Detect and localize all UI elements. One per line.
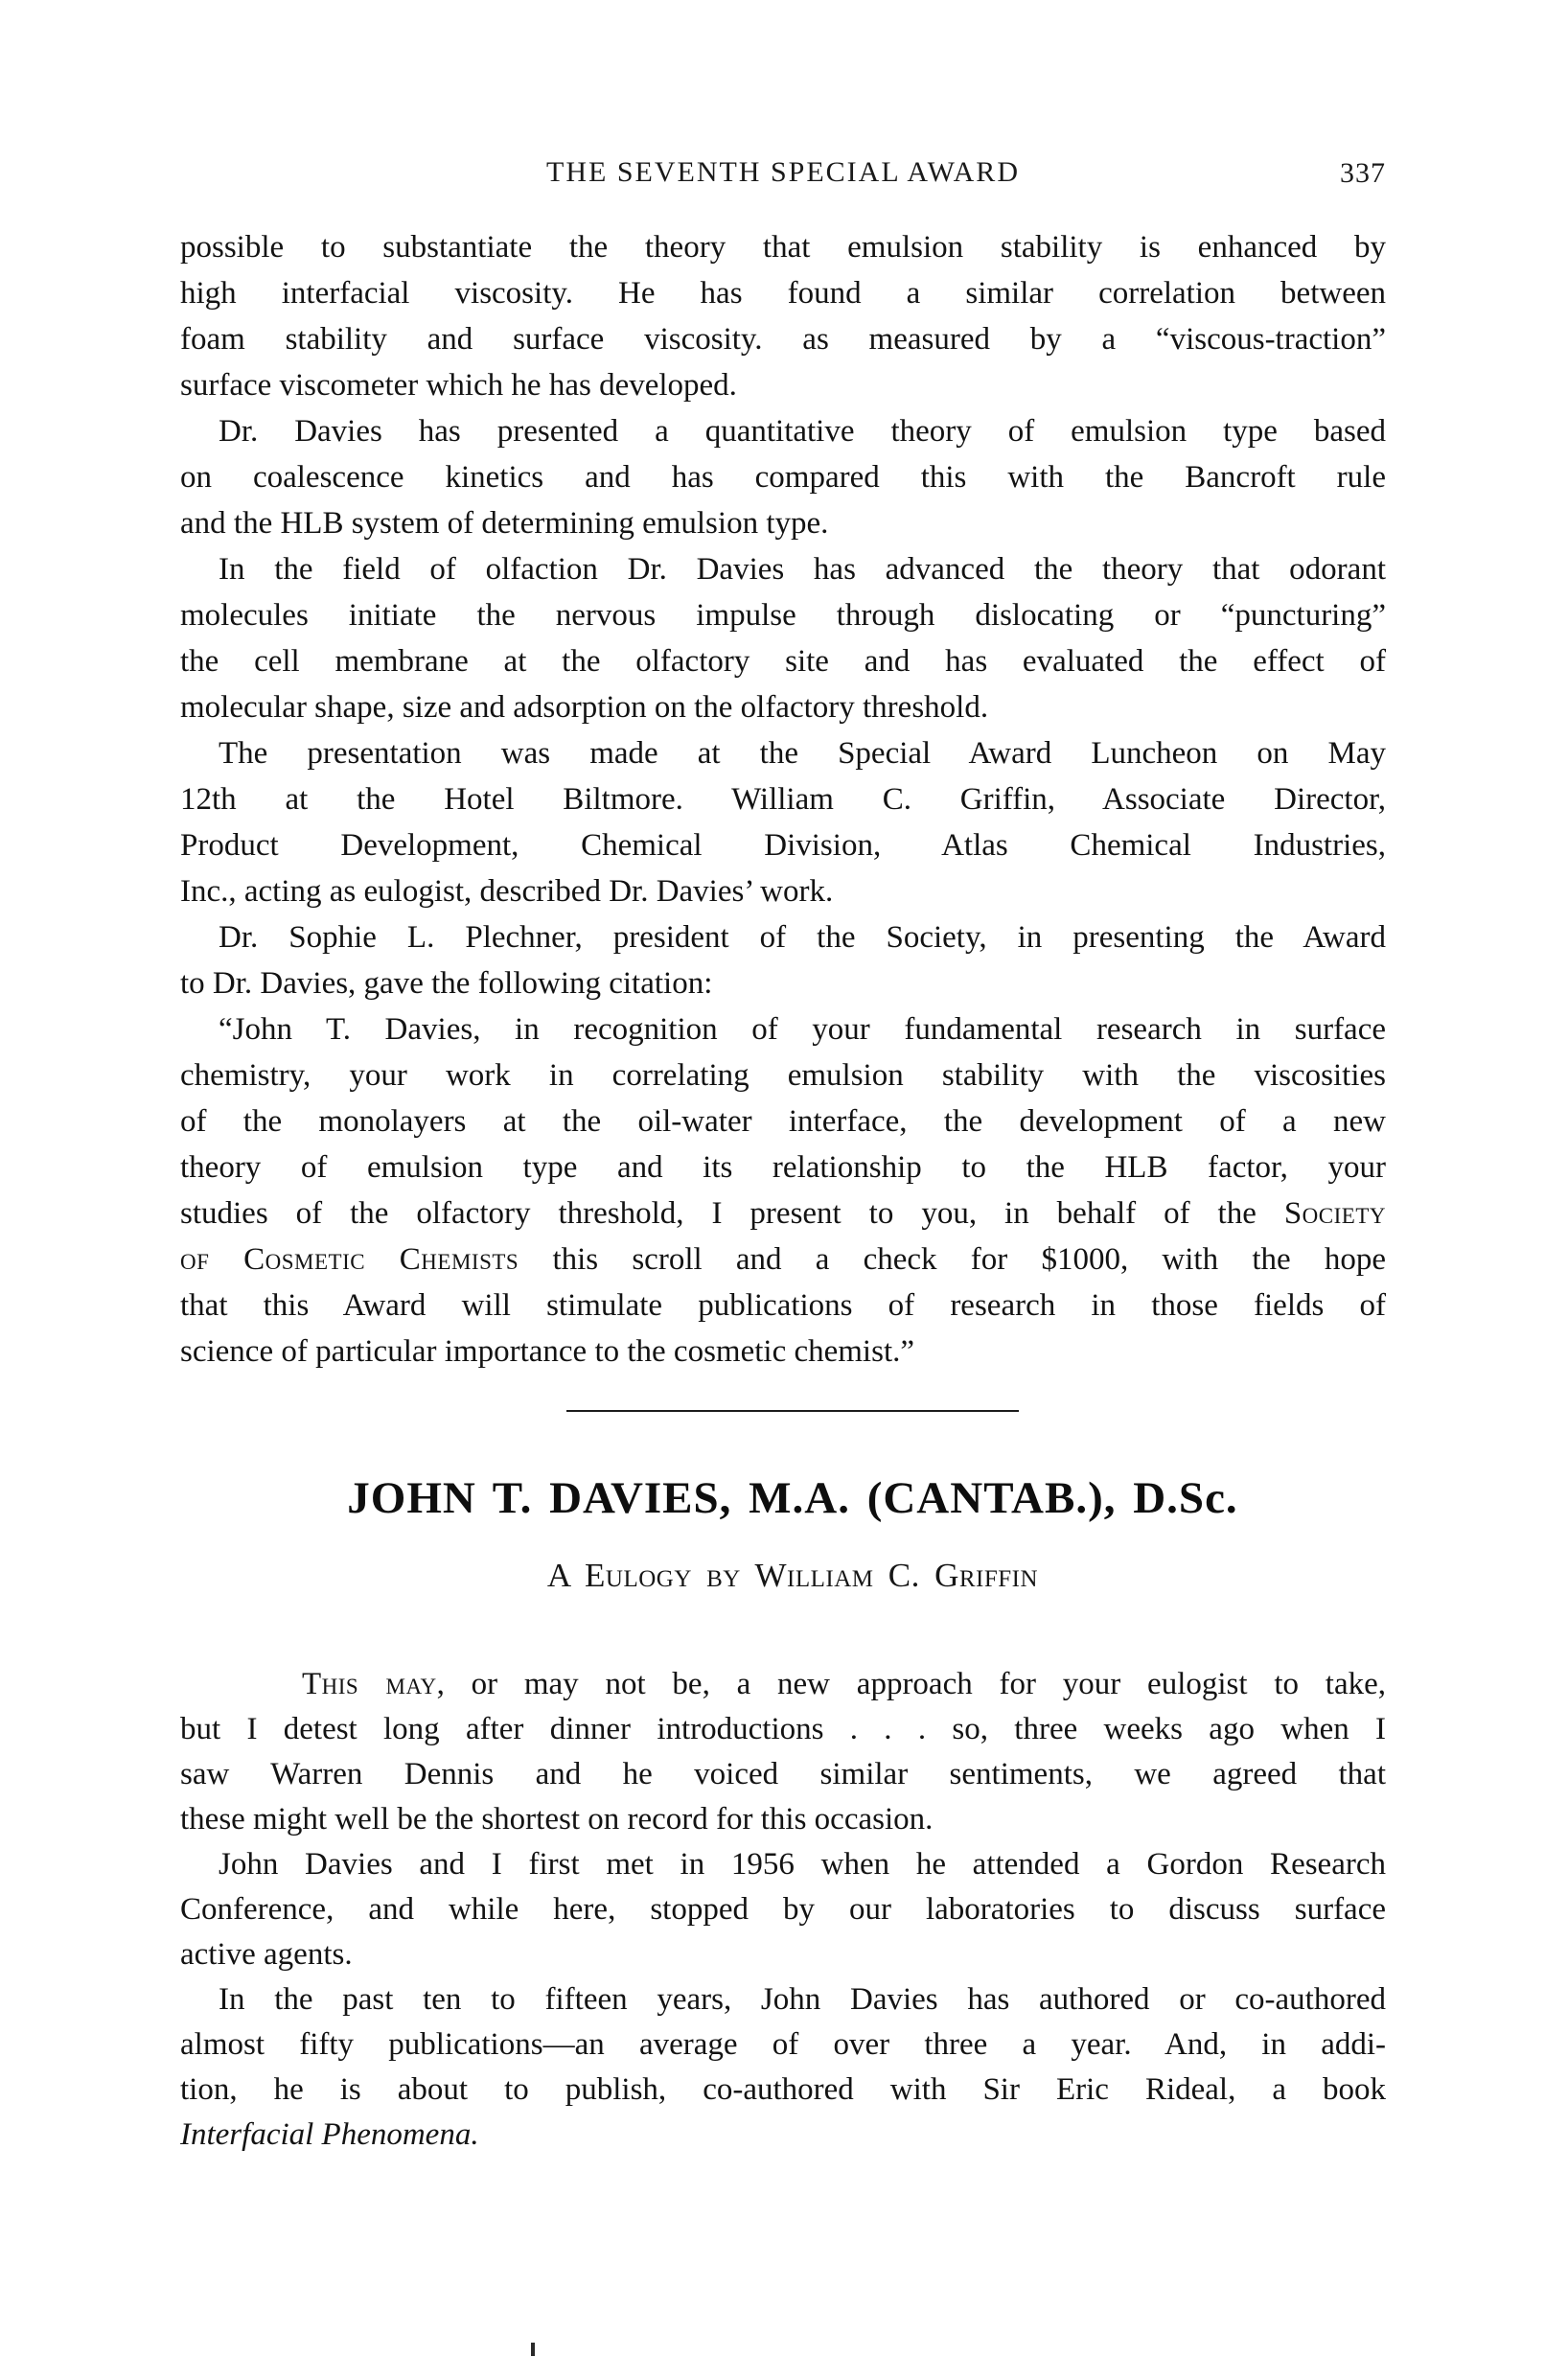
text-line — [180, 776, 1386, 822]
text-line — [180, 270, 1386, 316]
text-segment: Conference, and while here, stopped by our laboratories to discuss surface — [180, 1892, 1386, 1927]
text-segment-italic: Interfacial Phenomena. — [180, 2117, 479, 2152]
text-segment: molecular shape, size and adsorption on the olfactory threshold. — [180, 690, 989, 725]
text-line — [180, 822, 1386, 868]
text-line — [180, 1006, 1386, 1052]
paragraph — [180, 408, 1386, 546]
text-segment: high interfacial viscosity. He has found a similar correlation between — [180, 276, 1386, 311]
text-segment: In the field of olfaction Dr. Davies has advanced the theory that odorant — [219, 552, 1386, 587]
text-segment: possible to substantiate the theory that emulsion stability is enhanced by — [180, 230, 1386, 265]
text-segment: Dr. Sophie L. Plechner, president of the Society, in presenting the Award — [219, 920, 1386, 955]
text-segment: active agents. — [180, 1937, 353, 1972]
text-segment: science of particular importance to the cosmetic chemist.” — [180, 1334, 915, 1369]
text-line — [180, 592, 1386, 638]
text-line — [180, 1329, 1386, 1375]
text-segment: Product Development, Chemical Division, Atlas Chemical Industries, — [180, 828, 1386, 863]
paragraph — [180, 730, 1386, 914]
paragraph — [180, 1662, 1386, 1842]
text-line — [180, 1752, 1386, 1797]
text-segment: these might well be the shortest on record for this occasion. — [180, 1802, 934, 1837]
text-line — [180, 362, 1386, 408]
text-segment: 12th at the Hotel Biltmore. William C. Griffin, Associate Director, — [180, 782, 1386, 817]
paragraph — [180, 1977, 1386, 2158]
text-line — [180, 1052, 1386, 1098]
text-segment: surface viscometer which he has developed. — [180, 368, 737, 403]
text-line — [180, 684, 1386, 730]
text-segment: Inc., acting as eulogist, described Dr. Davies’ work. — [180, 874, 834, 909]
text-line — [180, 2113, 1386, 2158]
text-segment: Dr. Davies has presented a quantitative theory of emulsion type based — [219, 414, 1386, 449]
text-segment: of the monolayers at the oil-water interface, the development of a new — [180, 1104, 1386, 1139]
text-segment: and the HLB system of determining emulsion type. — [180, 506, 829, 541]
text-line — [180, 1662, 1386, 1707]
paragraph — [180, 1842, 1386, 1977]
paragraph — [180, 914, 1386, 1006]
page-number: 337 — [1340, 157, 1386, 189]
text-segment: John Davies and I first met in 1956 when he attended a Gordon Research — [219, 1847, 1386, 1882]
text-line — [180, 1236, 1386, 1282]
text-segment: that this Award will stimulate publications of research in those fields of — [180, 1288, 1386, 1323]
text-line — [180, 1977, 1386, 2022]
text-segment: this scroll and a check for $1000, with the hope — [519, 1242, 1386, 1277]
text-segment: molecules initiate the nervous impulse through dislocating or “puncturing” — [180, 598, 1386, 633]
text-line — [180, 914, 1386, 960]
text-line — [180, 2068, 1386, 2113]
scan-artifact-tick — [531, 2343, 535, 2356]
section-divider — [566, 1410, 1019, 1412]
paragraph — [180, 546, 1386, 730]
text-line — [180, 224, 1386, 270]
eulogy-subtitle — [190, 1557, 1395, 1595]
text-line — [180, 1707, 1386, 1752]
award-article-body — [180, 224, 1386, 1375]
paragraph — [180, 224, 1386, 408]
text-segment: “John T. Davies, in recognition of your fundamental research in surface — [219, 1012, 1386, 1047]
text-segment: but I detest long after dinner introductions . . . so, three weeks ago when I — [180, 1712, 1386, 1746]
text-segment-smallcaps: A Eulogy by William C. Griffin — [546, 1557, 1039, 1594]
running-head — [180, 156, 1386, 189]
text-segment: saw Warren Dennis and he voiced similar sentiments, we agreed that — [180, 1757, 1386, 1791]
text-line — [180, 1144, 1386, 1190]
text-line — [180, 316, 1386, 362]
text-segment-smallcaps: Society — [1283, 1196, 1386, 1231]
text-line — [180, 638, 1386, 684]
text-segment: tion, he is about to publish, co-authored with Sir Eric Rideal, a book — [180, 2072, 1386, 2107]
text-segment: the cell membrane at the olfactory site and has evaluated the effect of — [180, 644, 1386, 679]
text-segment-smallcaps: This may — [302, 1667, 437, 1701]
text-line — [180, 868, 1386, 914]
text-line — [180, 454, 1386, 500]
text-segment: , or may not be, a new approach for your eulogist to take, — [436, 1667, 1386, 1701]
eulogy-title: JOHN T. DAVIES, M.A. (CANTAB.), D.Sc. — [347, 1473, 1238, 1523]
text-segment: almost fifty publications—an average of over three a year. And, in addi- — [180, 2027, 1386, 2062]
paragraph — [180, 1006, 1386, 1375]
text-segment: studies of the olfactory threshold, I present to you, in behalf of the — [180, 1196, 1284, 1231]
text-line — [180, 730, 1386, 776]
text-line — [180, 1887, 1386, 1932]
text-line — [180, 1797, 1386, 1842]
text-segment: chemistry, your work in correlating emulsion stability with the viscosities — [180, 1058, 1386, 1093]
text-line — [180, 408, 1386, 454]
text-segment: theory of emulsion type and its relationship to the HLB factor, your — [180, 1150, 1386, 1185]
text-segment: The presentation was made at the Special Award Luncheon on May — [219, 736, 1386, 771]
text-line — [180, 1190, 1386, 1236]
text-line — [180, 2022, 1386, 2068]
text-line — [180, 1932, 1386, 1977]
text-segment: In the past ten to fifteen years, John Davies has authored or co-authored — [219, 1982, 1386, 2017]
text-line — [180, 1842, 1386, 1887]
text-line — [180, 1282, 1386, 1329]
text-line — [180, 1098, 1386, 1144]
text-line — [180, 546, 1386, 592]
text-segment-smallcaps: of Cosmetic Chemists — [180, 1242, 519, 1277]
text-segment: on coalescence kinetics and has compared this with the Bancroft rule — [180, 460, 1386, 495]
running-title: THE SEVENTH SPECIAL AWARD — [546, 156, 1020, 188]
text-segment: to Dr. Davies, gave the following citation: — [180, 966, 713, 1001]
text-line — [180, 500, 1386, 546]
text-line — [180, 960, 1386, 1006]
text-segment: foam stability and surface viscosity. as measured by a “viscous-traction” — [180, 322, 1386, 357]
eulogy-article-body — [180, 1662, 1386, 2158]
